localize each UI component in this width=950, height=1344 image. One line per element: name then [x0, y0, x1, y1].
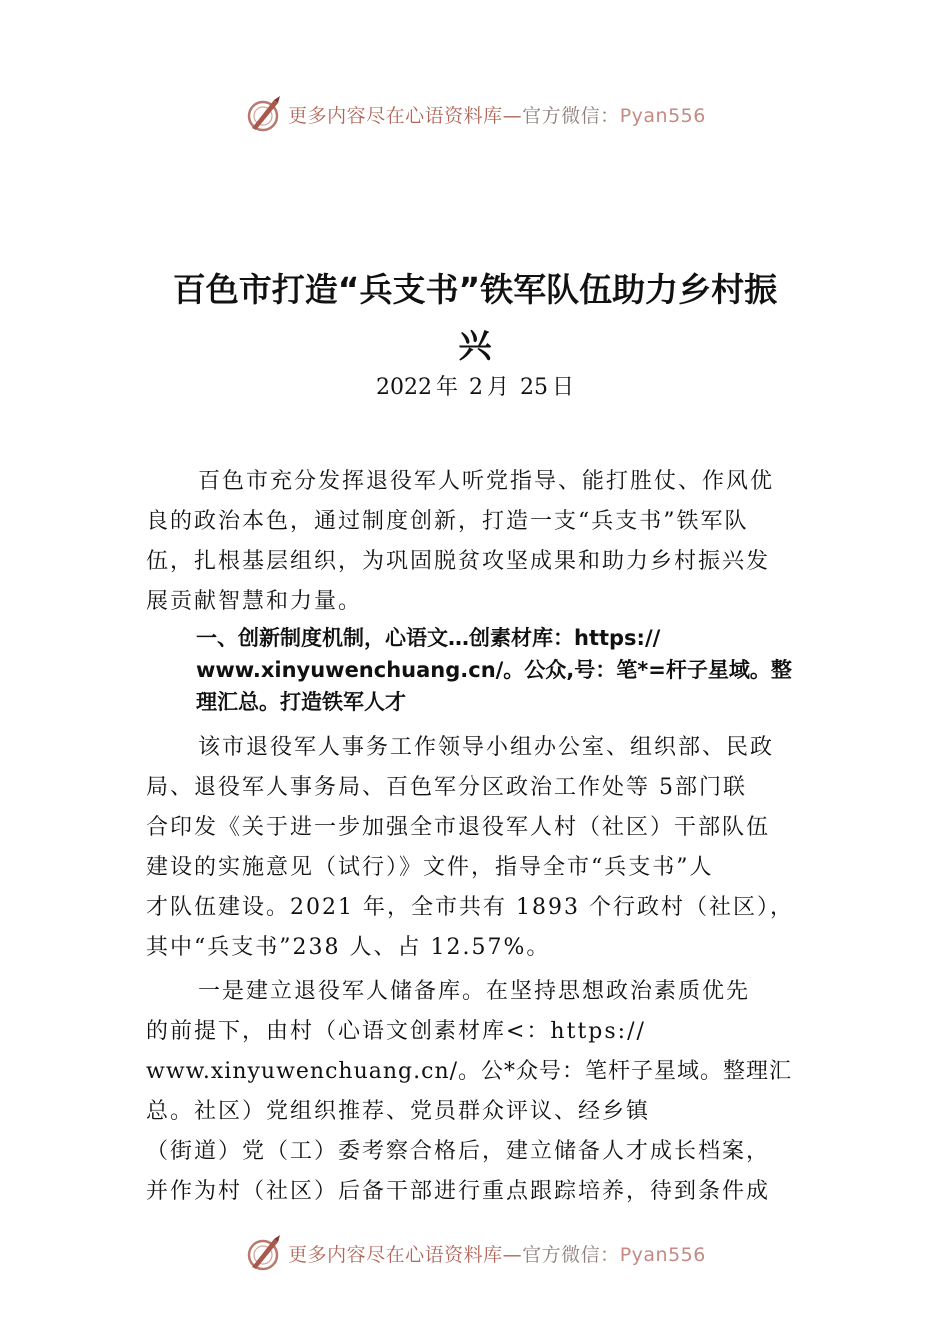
- text-line: 百色市充分发挥退役军人听党指导、能打胜仗、作风优: [198, 469, 775, 494]
- text-line: 总。社区）党组织推荐、党员群众评议、经乡镇: [146, 1099, 651, 1124]
- heading-line: 理汇总。打造铁军人才: [196, 690, 406, 714]
- quill-logo-icon: [244, 94, 284, 134]
- text-line: 展贡献智慧和力量。: [146, 589, 363, 614]
- text-line: 局、退役军人事务局、百色军分区政治工作处等 5部门联: [146, 775, 747, 800]
- footer-watermark-text: 更多内容尽在心语资料库—官方微信：Pyan556: [288, 1243, 706, 1266]
- text-line: 良的政治本色，通过制度创新，打造一支“兵支书”铁军队: [146, 509, 749, 534]
- text-line: （街道）党（工）委考察合格后，建立储备人才成长档案，: [146, 1139, 771, 1164]
- text-line: 建设的实施意见（试行）》文件，指导全市“兵支书”人: [146, 855, 714, 880]
- heading-line: www.xinyuwenchuang.cn/。公众,号：笔*=杆子星域。整: [196, 658, 792, 682]
- document-date: 2022 年 2 月 25 日: [375, 375, 575, 400]
- reserve-paragraph: [146, 972, 816, 1212]
- header-watermark: [0, 92, 950, 136]
- document-title: [100, 262, 850, 374]
- text-line: 伍，扎根基层组织，为巩固脱贫攻坚成果和助力乡村振兴发: [146, 549, 771, 574]
- text-line: www.xinyuwenchuang.cn/。公*众号：笔杆子星域。整理汇: [146, 1059, 793, 1084]
- section-paragraph: [146, 728, 816, 968]
- title-line: 兴: [458, 326, 492, 365]
- text-line: 的前提下，由村（心语文创素材库<：https://: [146, 1019, 646, 1044]
- heading-line: 一、创新制度机制，心语文…创素材库：https://: [196, 626, 661, 650]
- text-line: 合印发《关于进一步加强全市退役军人村（社区）干部队伍: [146, 815, 771, 840]
- header-watermark-text: 更多内容尽在心语资料库—官方微信：Pyan556: [288, 104, 706, 127]
- footer-watermark: [0, 1231, 950, 1275]
- text-line: 并作为村（社区）后备干部进行重点跟踪培养，待到条件成: [146, 1179, 771, 1204]
- intro-paragraph: [146, 462, 816, 622]
- section-heading: [196, 622, 826, 718]
- text-line: 该市退役军人事务工作领导小组办公室、组织部、民政: [198, 735, 775, 760]
- text-line: 一是建立退役军人储备库。在坚持思想政治素质优先: [198, 979, 751, 1004]
- text-line: 其中“兵支书”238 人、占 12.57%。: [146, 935, 551, 960]
- text-line: 才队伍建设。2021 年，全市共有 1893 个行政村（社区），: [146, 895, 794, 920]
- title-line: 百色市打造“兵支书”铁军队伍助力乡村振: [172, 270, 778, 309]
- quill-logo-icon: [244, 1233, 284, 1273]
